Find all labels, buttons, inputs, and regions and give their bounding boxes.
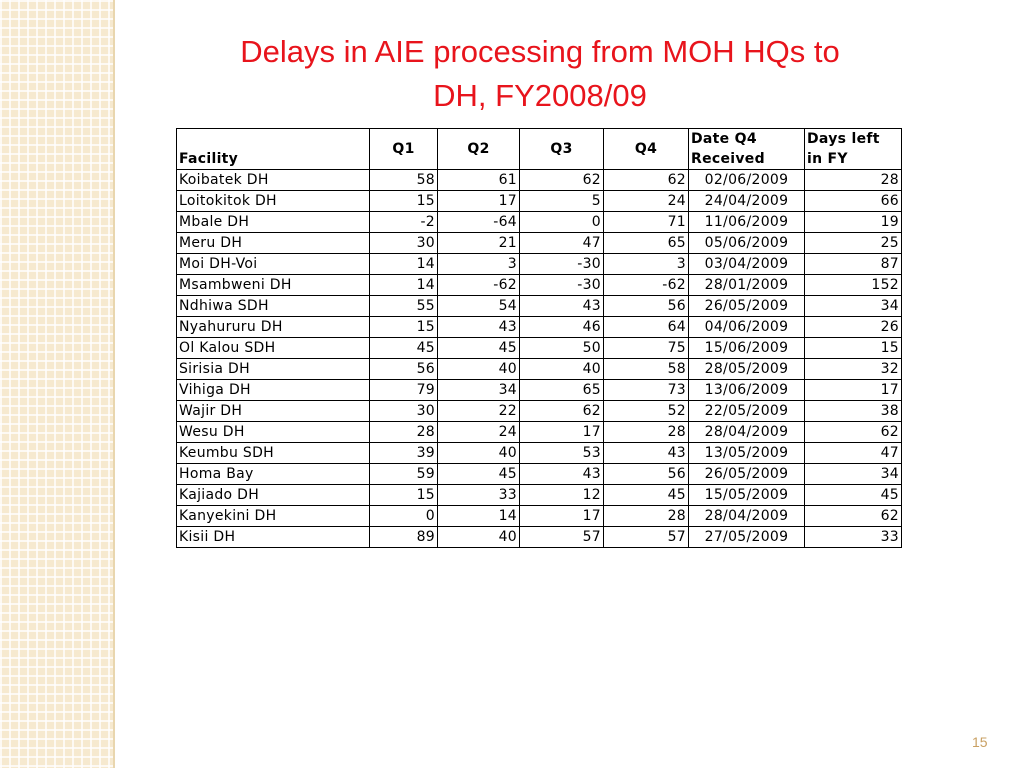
cell-q3: 57 bbox=[520, 527, 604, 548]
cell-q1: 79 bbox=[370, 380, 438, 401]
cell-days-left: 47 bbox=[805, 443, 902, 464]
cell-date-q4-received: 24/04/2009 bbox=[689, 191, 805, 212]
cell-q1: 58 bbox=[370, 170, 438, 191]
cell-facility: Loitokitok DH bbox=[177, 191, 370, 212]
cell-days-left: 19 bbox=[805, 212, 902, 233]
cell-q3: 0 bbox=[520, 212, 604, 233]
table-body bbox=[177, 170, 902, 548]
delays-table bbox=[176, 128, 902, 548]
cell-q4: 58 bbox=[604, 359, 689, 380]
table-row bbox=[177, 401, 902, 422]
cell-q3: 65 bbox=[520, 380, 604, 401]
cell-facility: Koibatek DH bbox=[177, 170, 370, 191]
cell-q4: 56 bbox=[604, 464, 689, 485]
table-row bbox=[177, 170, 902, 191]
cell-facility: Meru DH bbox=[177, 233, 370, 254]
cell-q3: 62 bbox=[520, 170, 604, 191]
cell-days-left: 152 bbox=[805, 275, 902, 296]
cell-q3: 12 bbox=[520, 485, 604, 506]
cell-date-q4-received: 28/04/2009 bbox=[689, 422, 805, 443]
cell-facility: Ndhiwa SDH bbox=[177, 296, 370, 317]
cell-q3: 17 bbox=[520, 422, 604, 443]
table-row bbox=[177, 212, 902, 233]
cell-facility: Sirisia DH bbox=[177, 359, 370, 380]
table-row bbox=[177, 254, 902, 275]
cell-days-left: 17 bbox=[805, 380, 902, 401]
title-line-2: DH, FY2008/09 bbox=[433, 78, 647, 113]
cell-q3: 5 bbox=[520, 191, 604, 212]
cell-facility: Mbale DH bbox=[177, 212, 370, 233]
decorative-sidebar bbox=[0, 0, 113, 768]
cell-q4: 52 bbox=[604, 401, 689, 422]
table-row bbox=[177, 443, 902, 464]
cell-date-q4-received: 03/04/2009 bbox=[689, 254, 805, 275]
cell-q1: 30 bbox=[370, 233, 438, 254]
cell-q2: 14 bbox=[438, 506, 520, 527]
cell-q4: 64 bbox=[604, 317, 689, 338]
cell-q1: 15 bbox=[370, 317, 438, 338]
cell-q1: 14 bbox=[370, 275, 438, 296]
table-row bbox=[177, 464, 902, 485]
cell-q2: 45 bbox=[438, 464, 520, 485]
cell-q2: 43 bbox=[438, 317, 520, 338]
header-q3: Q3 bbox=[520, 129, 604, 170]
header-date-line-2: Received bbox=[691, 151, 765, 167]
cell-date-q4-received: 13/05/2009 bbox=[689, 443, 805, 464]
cell-q4: 43 bbox=[604, 443, 689, 464]
cell-q4: 3 bbox=[604, 254, 689, 275]
cell-facility: Nyahururu DH bbox=[177, 317, 370, 338]
header-q1: Q1 bbox=[370, 129, 438, 170]
cell-q1: -2 bbox=[370, 212, 438, 233]
cell-q2: 3 bbox=[438, 254, 520, 275]
table-row bbox=[177, 275, 902, 296]
cell-q4: 65 bbox=[604, 233, 689, 254]
cell-days-left: 32 bbox=[805, 359, 902, 380]
cell-q1: 56 bbox=[370, 359, 438, 380]
cell-facility: Kisii DH bbox=[177, 527, 370, 548]
cell-date-q4-received: 02/06/2009 bbox=[689, 170, 805, 191]
table-row bbox=[177, 485, 902, 506]
cell-q1: 15 bbox=[370, 485, 438, 506]
cell-q1: 15 bbox=[370, 191, 438, 212]
table-row bbox=[177, 296, 902, 317]
cell-facility: Keumbu SDH bbox=[177, 443, 370, 464]
cell-q2: 21 bbox=[438, 233, 520, 254]
cell-facility: Kanyekini DH bbox=[177, 506, 370, 527]
cell-q2: 61 bbox=[438, 170, 520, 191]
header-days-line-2: in FY bbox=[807, 151, 848, 167]
cell-days-left: 34 bbox=[805, 296, 902, 317]
title-line-1: Delays in AIE processing from MOH HQs to bbox=[240, 34, 840, 69]
cell-q2: -62 bbox=[438, 275, 520, 296]
cell-q4: 56 bbox=[604, 296, 689, 317]
cell-q3: -30 bbox=[520, 275, 604, 296]
cell-q4: 28 bbox=[604, 506, 689, 527]
cell-q2: 40 bbox=[438, 359, 520, 380]
cell-facility: Kajiado DH bbox=[177, 485, 370, 506]
cell-facility: Vihiga DH bbox=[177, 380, 370, 401]
header-days-left bbox=[805, 129, 902, 170]
cell-days-left: 26 bbox=[805, 317, 902, 338]
cell-q1: 59 bbox=[370, 464, 438, 485]
cell-days-left: 62 bbox=[805, 422, 902, 443]
table-row bbox=[177, 317, 902, 338]
cell-date-q4-received: 28/04/2009 bbox=[689, 506, 805, 527]
cell-date-q4-received: 28/05/2009 bbox=[689, 359, 805, 380]
cell-q3: 50 bbox=[520, 338, 604, 359]
cell-q3: -30 bbox=[520, 254, 604, 275]
cell-q2: 17 bbox=[438, 191, 520, 212]
cell-days-left: 28 bbox=[805, 170, 902, 191]
header-q2: Q2 bbox=[438, 129, 520, 170]
cell-date-q4-received: 15/06/2009 bbox=[689, 338, 805, 359]
cell-q4: -62 bbox=[604, 275, 689, 296]
cell-days-left: 33 bbox=[805, 527, 902, 548]
cell-facility: Msambweni DH bbox=[177, 275, 370, 296]
cell-days-left: 62 bbox=[805, 506, 902, 527]
cell-days-left: 25 bbox=[805, 233, 902, 254]
cell-q3: 43 bbox=[520, 296, 604, 317]
table-header-row bbox=[177, 129, 902, 170]
cell-q4: 62 bbox=[604, 170, 689, 191]
cell-q2: -64 bbox=[438, 212, 520, 233]
cell-date-q4-received: 05/06/2009 bbox=[689, 233, 805, 254]
page-number: 15 bbox=[972, 734, 988, 750]
cell-q2: 40 bbox=[438, 443, 520, 464]
table-row bbox=[177, 359, 902, 380]
cell-q2: 33 bbox=[438, 485, 520, 506]
table-row bbox=[177, 506, 902, 527]
cell-date-q4-received: 28/01/2009 bbox=[689, 275, 805, 296]
cell-q2: 22 bbox=[438, 401, 520, 422]
cell-days-left: 66 bbox=[805, 191, 902, 212]
sidebar-divider bbox=[113, 0, 115, 768]
cell-q1: 0 bbox=[370, 506, 438, 527]
cell-q4: 57 bbox=[604, 527, 689, 548]
cell-date-q4-received: 22/05/2009 bbox=[689, 401, 805, 422]
cell-facility: Wajir DH bbox=[177, 401, 370, 422]
cell-q1: 28 bbox=[370, 422, 438, 443]
cell-q4: 45 bbox=[604, 485, 689, 506]
cell-q3: 53 bbox=[520, 443, 604, 464]
cell-date-q4-received: 27/05/2009 bbox=[689, 527, 805, 548]
cell-q1: 14 bbox=[370, 254, 438, 275]
slide-title bbox=[150, 30, 930, 118]
cell-q2: 40 bbox=[438, 527, 520, 548]
cell-q2: 54 bbox=[438, 296, 520, 317]
table-row bbox=[177, 233, 902, 254]
cell-q3: 62 bbox=[520, 401, 604, 422]
cell-date-q4-received: 26/05/2009 bbox=[689, 464, 805, 485]
cell-facility: Ol Kalou SDH bbox=[177, 338, 370, 359]
cell-q4: 73 bbox=[604, 380, 689, 401]
cell-date-q4-received: 13/06/2009 bbox=[689, 380, 805, 401]
cell-q4: 71 bbox=[604, 212, 689, 233]
cell-days-left: 87 bbox=[805, 254, 902, 275]
cell-date-q4-received: 15/05/2009 bbox=[689, 485, 805, 506]
cell-date-q4-received: 11/06/2009 bbox=[689, 212, 805, 233]
cell-q3: 46 bbox=[520, 317, 604, 338]
table-row bbox=[177, 338, 902, 359]
cell-q2: 45 bbox=[438, 338, 520, 359]
cell-q3: 47 bbox=[520, 233, 604, 254]
cell-q1: 39 bbox=[370, 443, 438, 464]
table-row bbox=[177, 527, 902, 548]
cell-days-left: 34 bbox=[805, 464, 902, 485]
cell-date-q4-received: 26/05/2009 bbox=[689, 296, 805, 317]
table-row bbox=[177, 191, 902, 212]
cell-days-left: 15 bbox=[805, 338, 902, 359]
header-days-line-1: Days left bbox=[807, 131, 880, 147]
cell-days-left: 45 bbox=[805, 485, 902, 506]
header-date-line-1: Date Q4 bbox=[691, 131, 757, 147]
cell-days-left: 38 bbox=[805, 401, 902, 422]
table-row bbox=[177, 380, 902, 401]
cell-q1: 89 bbox=[370, 527, 438, 548]
cell-q1: 55 bbox=[370, 296, 438, 317]
cell-facility: Moi DH-Voi bbox=[177, 254, 370, 275]
cell-q1: 45 bbox=[370, 338, 438, 359]
cell-q2: 34 bbox=[438, 380, 520, 401]
table-row bbox=[177, 422, 902, 443]
header-q4: Q4 bbox=[604, 129, 689, 170]
cell-q1: 30 bbox=[370, 401, 438, 422]
cell-q3: 17 bbox=[520, 506, 604, 527]
cell-q3: 40 bbox=[520, 359, 604, 380]
cell-facility: Homa Bay bbox=[177, 464, 370, 485]
cell-q4: 75 bbox=[604, 338, 689, 359]
cell-date-q4-received: 04/06/2009 bbox=[689, 317, 805, 338]
header-date-q4-received bbox=[689, 129, 805, 170]
cell-q2: 24 bbox=[438, 422, 520, 443]
cell-q4: 24 bbox=[604, 191, 689, 212]
cell-q3: 43 bbox=[520, 464, 604, 485]
header-facility: Facility bbox=[177, 129, 370, 170]
cell-facility: Wesu DH bbox=[177, 422, 370, 443]
cell-q4: 28 bbox=[604, 422, 689, 443]
